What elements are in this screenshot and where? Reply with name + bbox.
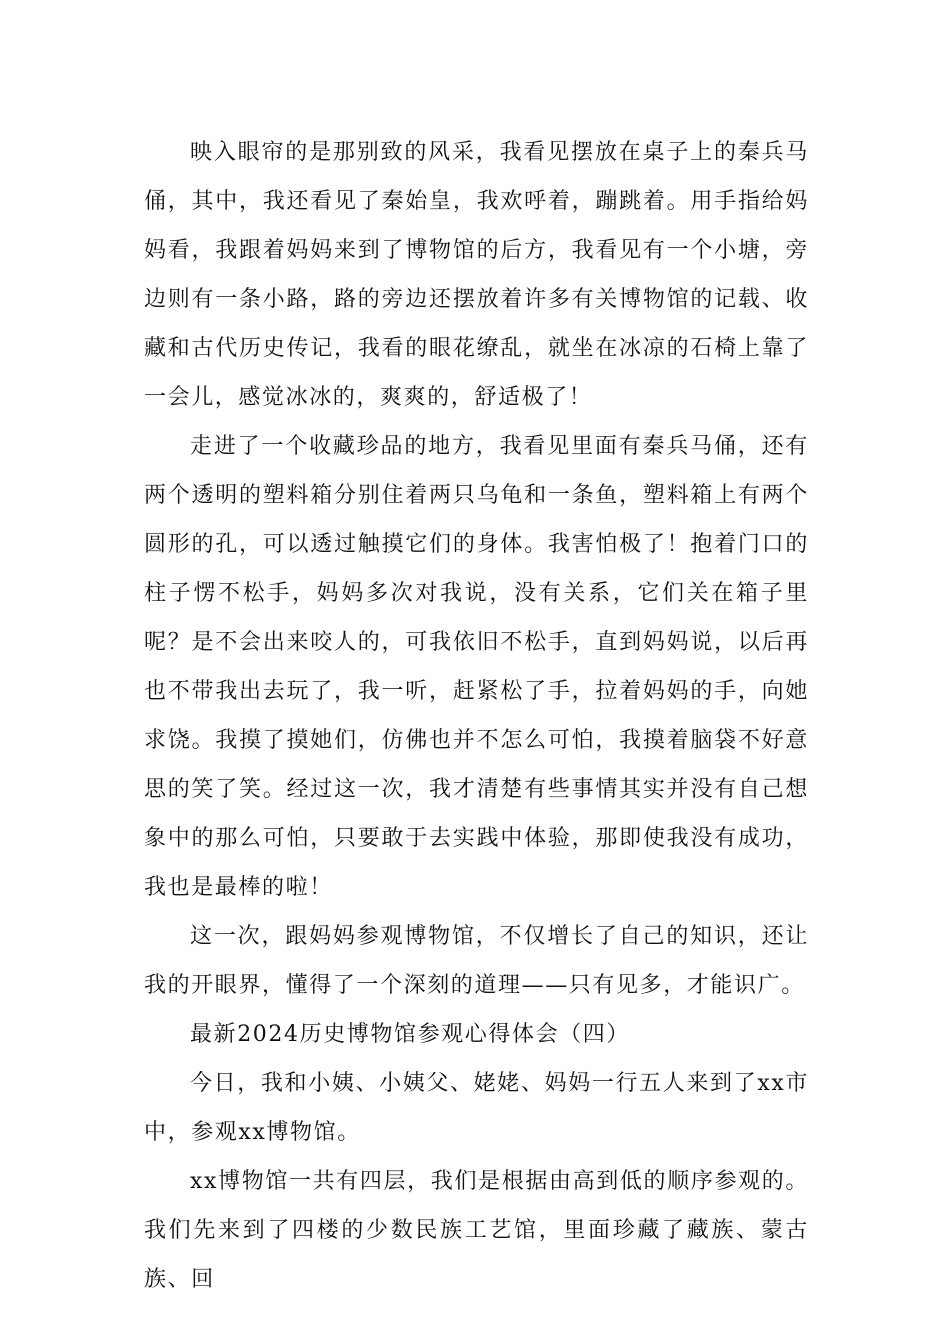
paragraph-collection-hall: 走进了一个收藏珍品的地方，我看见里面有秦兵马俑，还有两个透明的塑料箱分别住着两只乌龟和一条鱼，塑料箱上有两个圆形的孔，可以透过触摸它们的身体。我害怕极了！抱着门口的柱子愣不松手，妈妈多次对我说，没有关系，它们关在箱子里呢？是不会出来咬人的，可我依旧不松手，直到妈妈说，以后再也不带我出去玩了，我一听，赶紧松了手，拉着妈妈的手，向她求饶。我摸了摸她们，仿佛也并不怎么可怕，我摸着脑袋不好意思的笑了笑。经过这一次，我才清楚有些事情其实并没有自己想象中的那么可怕，只要敢于去实践中体验，那即使我没有成功，我也是最棒的啦！ <box>144 434 809 900</box>
body-text <box>144 128 809 1304</box>
paragraph-conclusion: 这一次，跟妈妈参观博物馆，不仅增长了自己的知识，还让我的开眼界，懂得了一个深刻的道理——只有见多，才能识广。 <box>144 924 809 998</box>
section-heading: 最新2024历史博物馆参观心得体会（四） <box>190 1022 630 1047</box>
paragraph-visit-intro: 今日，我和小姨、小姨父、姥姥、妈妈一行五人来到了xx市中，参观xx博物馆。 <box>144 1071 809 1145</box>
paragraph-museum-floors: xx博物馆一共有四层，我们是根据由高到低的顺序参观的。我们先来到了四楼的少数民族工艺馆，里面珍藏了藏族、蒙古族、回 <box>144 1169 809 1292</box>
paragraph-museum-scenery: 映入眼帘的是那别致的风采，我看见摆放在桌子上的秦兵马俑，其中，我还看见了秦始皇，我欢呼着，蹦跳着。用手指给妈妈看，我跟着妈妈来到了博物馆的后方，我看见有一个小塘，旁边则有一条小路，路的旁边还摆放着许多有关博物馆的记载、收藏和古代历史传记，我看的眼花缭乱，就坐在冰凉的石椅上靠了一会儿，感觉冰冰的，爽爽的，舒适极了！ <box>144 140 809 410</box>
